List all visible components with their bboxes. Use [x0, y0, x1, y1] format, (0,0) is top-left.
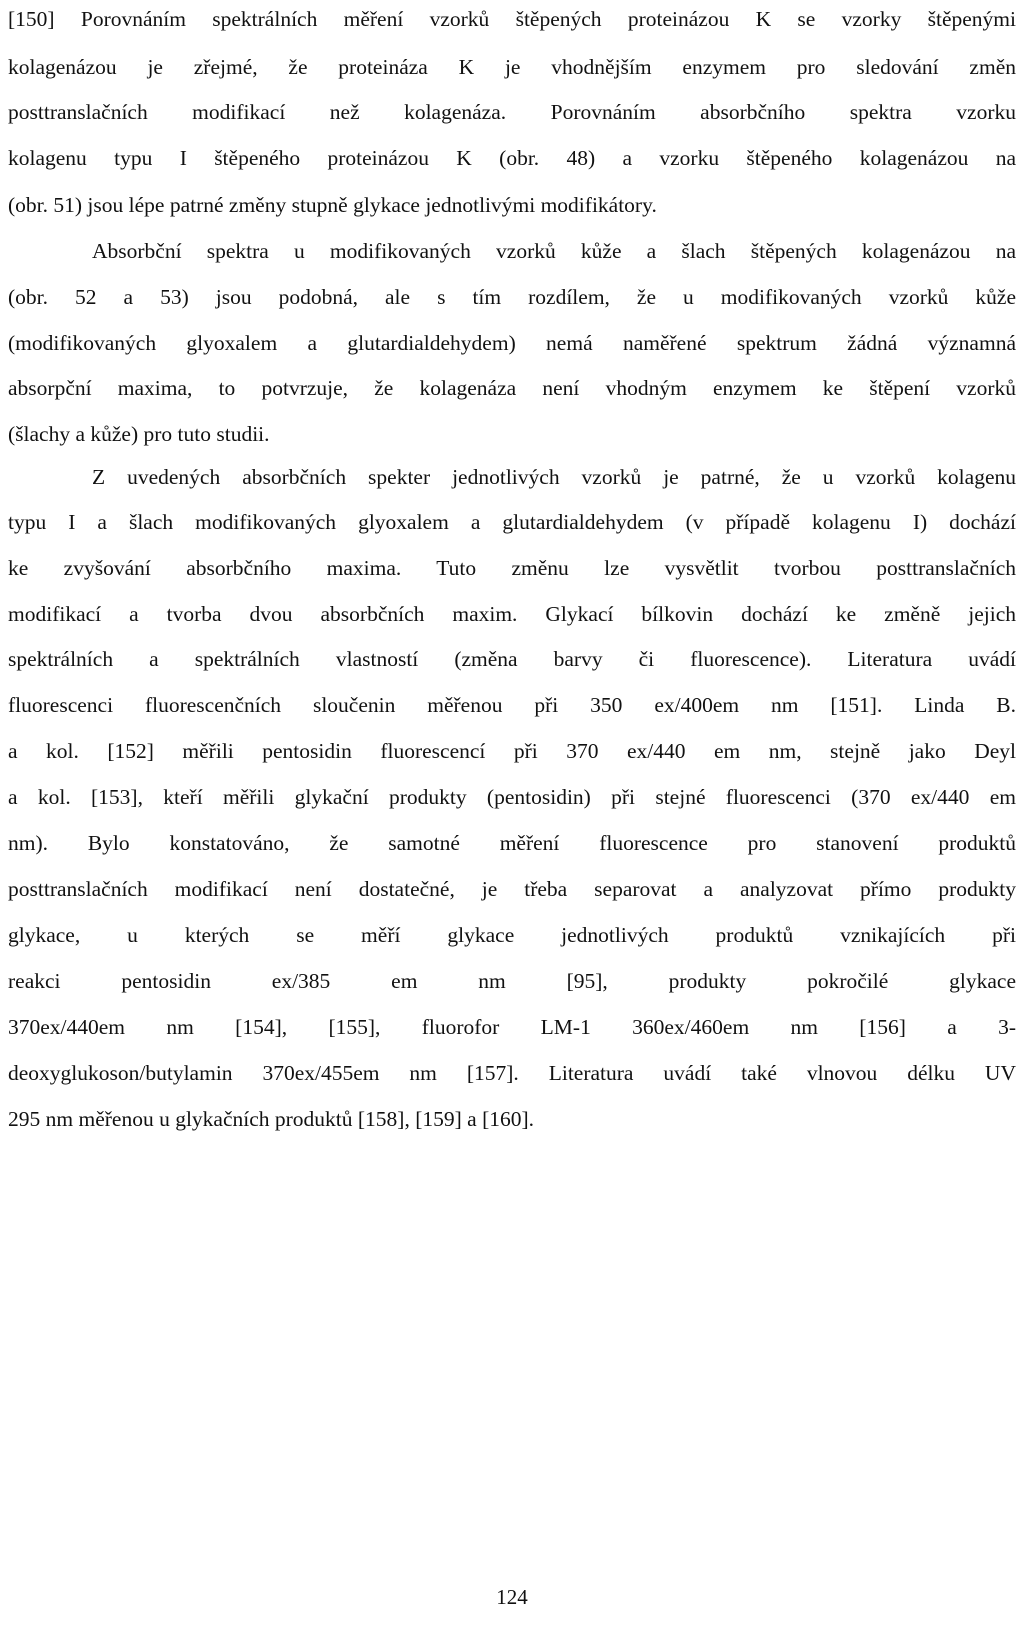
text-line: (obr. 52 a 53) jsou podobná, ale s tím rozdílem, že u modifikovaných vzorků kůže [8, 285, 1016, 309]
text-line: nm). Bylo konstatováno, že samotné měření fluorescence pro stanovení produktů [8, 831, 1016, 855]
page-number: 124 [496, 1585, 528, 1609]
text-line: (modifikovaných glyoxalem a glutardialdehydem) nemá naměřené spektrum žádná významná [8, 331, 1016, 355]
text-line: 295 nm měřenou u glykačních produktů [158], [159] a [160]. [8, 1107, 535, 1131]
text-line: kolagenu typu I štěpeného proteinázou K (obr. 48) a vzorku štěpeného kolagenázou na [8, 146, 1016, 170]
text-line: a kol. [153], kteří měřili glykační produkty (pentosidin) při stejné fluorescenci (370 ex/440 em [8, 785, 1016, 809]
text-line: posttranslačních modifikací než kolagenáza. Porovnáním absorbčního spektra vzorku [8, 100, 1016, 124]
text-line: (obr. 51) jsou lépe patrné změny stupně glykace jednotlivými modifikátory. [8, 193, 657, 217]
text-line: spektrálních a spektrálních vlastností (změna barvy či fluorescence). Literatura uvádí [8, 647, 1016, 671]
text-line: posttranslačních modifikací není dostatečné, je třeba separovat a analyzovat přímo produkty [8, 877, 1016, 901]
text-line: 370ex/440em nm [154], [155], fluorofor LM-1 360ex/460em nm [156] a 3- [8, 1015, 1016, 1039]
text-line: a kol. [152] měřili pentosidin fluorescencí při 370 ex/440 em nm, stejně jako Deyl [8, 739, 1016, 763]
text-line: typu I a šlach modifikovaných glyoxalem a glutardialdehydem (v případě kolagenu I) dochází [8, 510, 1016, 534]
text-line: [150] Porovnáním spektrálních měření vzorků štěpených proteinázou K se vzorky štěpenými [8, 7, 1016, 31]
text-line: kolagenázou je zřejmé, že proteináza K je vhodnějším enzymem pro sledování změn [8, 55, 1016, 79]
text-line: modifikací a tvorba dvou absorbčních maxim. Glykací bílkovin dochází ke změně jejich [8, 602, 1016, 626]
text-line: deoxyglukoson/butylamin 370ex/455em nm [157]. Literatura uvádí také vlnovou délku UV [8, 1061, 1016, 1085]
text-line: glykace, u kterých se měří glykace jednotlivých produktů vznikajících při [8, 923, 1016, 947]
text-line: fluorescenci fluorescenčních sloučenin měřenou při 350 ex/400em nm [151]. Linda B. [8, 693, 1016, 717]
paragraph-first-line: Absorbční spektra u modifikovaných vzorků kůže a šlach štěpených kolagenázou na [92, 239, 1016, 263]
text-line: (šlachy a kůže) pro tuto studii. [8, 422, 270, 446]
text-line: ke zvyšování absorbčního maxima. Tuto změnu lze vysvětlit tvorbou posttranslačních [8, 556, 1016, 580]
paragraph-first-line: Z uvedených absorbčních spekter jednotlivých vzorků je patrné, že u vzorků kolagenu [92, 465, 1016, 489]
text-line: reakci pentosidin ex/385 em nm [95], produkty pokročilé glykace [8, 969, 1016, 993]
text-line: absorpční maxima, to potvrzuje, že kolagenáza není vhodným enzymem ke štěpení vzorků [8, 376, 1016, 400]
